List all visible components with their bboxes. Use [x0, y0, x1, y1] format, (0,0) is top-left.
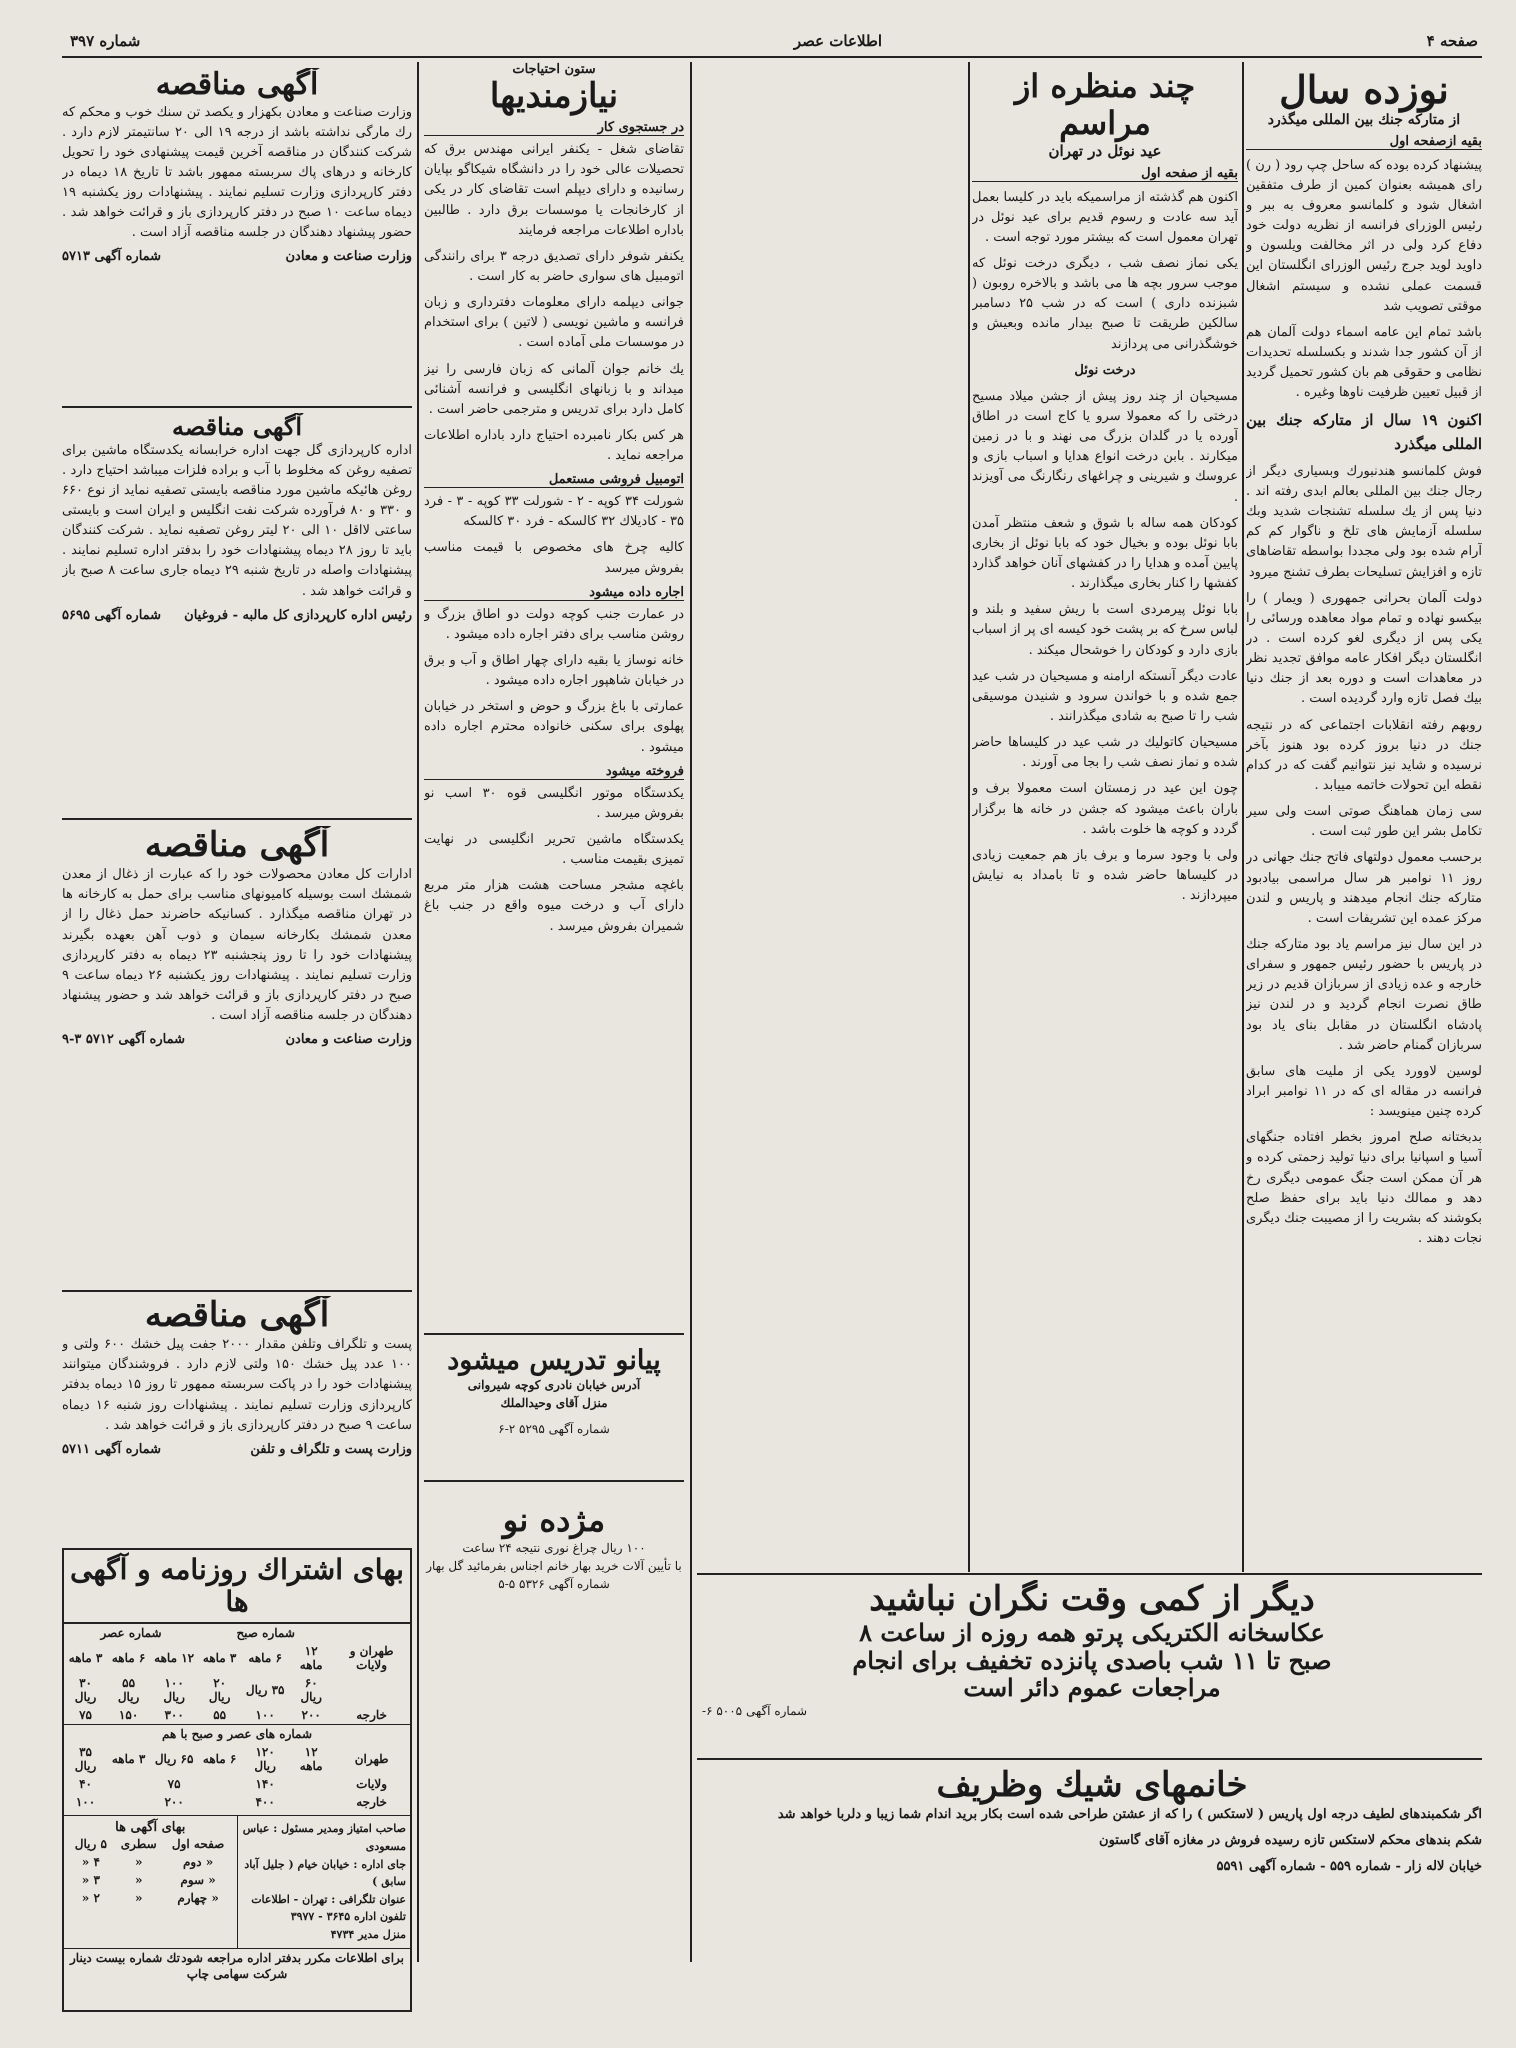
column-rule: [968, 62, 970, 1572]
table-cell: ۴ «: [81, 1855, 100, 1870]
tender-signature: وزارت صناعت و معادن: [285, 249, 412, 265]
tender-signature: رئيس اداره كارپردازى كل مالبه - فروغيان: [184, 607, 412, 623]
article-nineteen-years: [1246, 62, 1482, 1572]
table-cell: [198, 1793, 241, 1811]
table-cell: ۱۰۰: [75, 1795, 96, 1810]
ad-line: با تأيين آلات خريد بهار خانم اجناس بفرمائيد گل بهار: [426, 1558, 682, 1573]
table-row: [68, 1853, 233, 1871]
table-cell: [289, 1793, 333, 1811]
table-cell: ۳ «: [81, 1873, 100, 1888]
table-row: [64, 1642, 410, 1674]
table-cell: ۷۵: [167, 1777, 181, 1792]
table-cell: ۵۵: [213, 1708, 227, 1723]
table-row: [64, 1775, 410, 1793]
table-cell: [198, 1775, 241, 1793]
paragraph: بدبختانه صلح امروز بخطر افتاده جنگهاى آسيا و اسپانيا براى دنيا توليد زحمتى كرده و هر آن ممكن است جنگ عمومى ديگرى رخ دهد و ممالك دنيا بايد براى حفظ صلح بكوشند كه بشريت را از مصيبت جنك ديگرى نجات دهند .: [1246, 1130, 1482, 1246]
tender-text: اداره كارپردازى گل جهت اداره خرابسانه يكدستگاه ماشين براى تصفيه روغن كه مخلوط با آب و براده فلزات ميباشد احتياج دارد . روغن هائيكه ماشين مورد مناقصه بايستى تصفيه نمايد از نوع ۶۶۰ و ۳۳۰ و ۸۰ فرآورده شركت نفت انگليس و ايران است و بايستى ساعتى لااقل ۱۰ الى ۲۰ ليتر روغن تصفيه نمايد . شركت كنندگان بايد تا روز ۲۸ ديماه پيشنهادات خود را بدفتر اداره تسليم نمايند . پيشنهادات واصله در تاريخ شنبه ۲۹ ديماه جارى ساعت ۸ صبح باز و قرائت خواهد شد .: [62, 442, 412, 599]
tender-footer: [62, 608, 412, 623]
address-line: جاى اداره : خيابان خيام ( جليل آباد سابق ): [244, 1857, 406, 1889]
table-cell: [107, 1793, 150, 1811]
classified-item: خانه نوساز يا بقيه داراى چهار اطاق و آب و برق در خيابان شاهپور اجاره داده ميشود .: [424, 653, 684, 689]
tender-title: آگهى مناقصه: [155, 68, 319, 102]
paragraph: روبهم رفته انقلابات اجتماعى كه در نتيجه جنك در دنيا بروز كرده بود هنوز بآخر نرسيده و شايد نيز نتوانيم گفت كه در كدام نقطه اين تحولات خاتمه مييابد .: [1246, 717, 1482, 793]
classified-item: هر كس بكار نامبرده احتياج دارد باداره اطلاعات مراجعه نمايد .: [424, 427, 684, 464]
ad-line: شكم بندهاى محكم لاستكس تازه رسيده فروش در مغازه آقاى گاستون: [1099, 1833, 1482, 1849]
table-header-row: [64, 1624, 410, 1642]
ad-rates: [64, 1816, 238, 1947]
article-title: نوزده سال: [1279, 67, 1449, 112]
table-cell: ۱۲ ماهه: [154, 1651, 195, 1666]
tender-footer: [62, 1442, 412, 1457]
classified-item: تقاضاى شغل - يكنفر ايرانى مهندس برق كه تحصيلات عالى خود را در دانشگاه شيكاگو بپايان رسانيده و داراى ديپلم است تقاضاى كار در يكى از كارخانجات يا موسسات برق دارد . طالبين باداره اطلاعات مراجعه فرمايند: [424, 142, 684, 238]
piano-ad: [424, 1333, 684, 1482]
column-rule: [1242, 62, 1244, 1572]
printer-line: شركت سهامى چاپ: [186, 1966, 288, 1981]
ad-rates-title: بهاى آگهى ها: [115, 1820, 186, 1836]
table-row: [64, 1706, 410, 1725]
table-cell: ۱۰۰ ريال: [163, 1676, 185, 1705]
table-cell: ۳۵ ريال: [74, 1745, 97, 1774]
ad-title: مژده نو: [502, 1501, 606, 1539]
ad-ref: شماره آگهى ۵۲۹۵ ۲-۶: [498, 1422, 610, 1437]
classified-item: يكدستگاه ماشين تحرير انگليسى در نهايت تميزى بقيمت مناسب .: [424, 832, 684, 868]
table-cell: ۶۵ ريال: [154, 1752, 194, 1767]
classifieds-title: نيازمنديها: [489, 76, 619, 116]
table-cell: طهران و ولايات: [349, 1644, 394, 1673]
ad-title: خانمهاى شيك وظريف: [936, 1766, 1248, 1805]
paragraph: سى زمان هماهنگ صوتى است ولى سير تكامل بشر اين طور ثبت است .: [1246, 804, 1482, 840]
table-header: شماره عصر: [100, 1626, 162, 1641]
table-cell: ولايات: [356, 1777, 388, 1792]
table-cell: ۳۵ ريال: [245, 1683, 285, 1698]
tender-title: آگهى مناقصه: [171, 413, 303, 441]
owner-line: صاحب امتياز ومدير مسئول : عباس مسعودى: [242, 1822, 406, 1853]
section-heading: اتومبيل فروشى مستعمل: [424, 472, 684, 488]
table-row: [68, 1835, 233, 1853]
tender-text: پست و تلگراف وتلفن مقدار ۲۰۰۰ جفت پيل خشك ۶۰۰ ولتى و ۱۰۰ عدد پيل خشك ۱۵۰ ولتى لازم دارد . فروشندگان ميتوانند پيشنهادات خود را در پاكت سربسته ممهور تا روز ۱۵ ديماه بدفتر كارپردازى وزارت تسليم نمايند . پيشنهادات روز شنبه ۱۶ ديماه ساعت ۹ صبح در دفتر كارپردازى باز و قرائت خواهد شد .: [62, 1337, 412, 1433]
table-cell: «: [134, 1873, 143, 1888]
column-rule: [690, 62, 692, 1962]
divider: [62, 818, 412, 820]
table-cell: ۲ «: [81, 1891, 100, 1906]
table-cell: «: [134, 1891, 143, 1906]
table-header: شماره صبح: [236, 1626, 295, 1641]
paragraph: لوسين لاوورد يكى از مليت هاى سابق فرانسه در مقاله اى كه در ۱۱ نوامبر ابراد كرده چنين مينويسد :: [1246, 1063, 1482, 1120]
continued-label: بقيه از صفحه اول: [972, 166, 1238, 182]
continued-label: بقيه ازصفحه اول: [1246, 134, 1482, 150]
table-cell: ۷۵: [79, 1708, 92, 1723]
table-row: [64, 1743, 410, 1775]
classifieds-column: [424, 62, 684, 1332]
tender-text: ادارات كل معادن محصولات خود را كه عبارت از ذغال از معدن شمشك است بوسيله كاميونهاى مناسب براى حمل به كارخانه ها در تهران مناقصه ميگذارد . كسانيكه حاضرند حمل ذغال را از معدن شمشك بكارخانه سيمان و ذوب آهن بعهده بگيرند پيشنهادات خود را تا روز پنجشنبه ۲۳ ديماه به دفتر كارپردازى وزارت تسليم نمايند . پيشنهادات روز يكشنبه ۲۶ ديماه ساعت ۹ صبح در دفتر كارپردازى باز و قرائت خواهد شد و حضور پيشنهاد دهندگان در جلسه مناقصه آزاد است .: [62, 867, 412, 1024]
paragraph: يكى نماز نصف شب ، ديگرى درخت نوئل كه موجب سرور بچه ها مى باشد و بالاخره روبون ( شبزنده دارى ) است كه در شب ۲۵ دسامبر سالكين طريقت تا صبح بيدار مانده وبعيش و خوشگذرانى مى پردازند: [972, 256, 1238, 352]
tender-signature: وزارت صناعت و معادن: [285, 1032, 412, 1048]
tender-text: وزارت صناعت و معادن بكهزار و يكصد تن سنك خوب و محكم كه رك مارگى نداشته باشد از درجه ۱۹ الى ۲۰ سانتيمتر لازم دارد . شركت كنندگان در مناقصه آخرين قيمت پيشنهادى خود را تحويل كارخانه و درهاى پاك سربسته ممهور باشد تا تاريخ ۱۸ ديماه در دفتر كارپردازى وزارت تسليم نمايند . پيشنهادات روز يكشنبه ۱۹ ديماه ساعت ۱۰ صبح در دفتر كارپردازى باز و قرائت خواهد شد . حضور پيشنهاد دهندگان در جلسه مناقصه آزاد است .: [62, 104, 412, 241]
tender-ref: شماره آگهى ۵۶۹۵: [62, 607, 162, 623]
table-cell: [289, 1775, 333, 1793]
tender-notice: [62, 1296, 412, 1546]
paragraph: مسيحيان از چند روز پيش از جشن ميلاد مسيح درختى را كه معمولا سرو يا كاج است در اطاق آورده يا در گلدان بزرگ مى نهند و با در زمين ميكارند . بابن درخت انواع هدايا و اسباب بازى و عروسك و شيرينى و چراغهاى رنگارنگ مى آويزند .: [972, 388, 1238, 505]
classified-item: جوانى ديپلمه داراى معلومات دفتردارى و زبان فرانسه و ماشين نويسى ( لاتين ) براى استخدام در موسسات ملى آماده است .: [424, 295, 684, 351]
tender-footer: [62, 1032, 412, 1047]
ad-line: آدرس خيابان نادرى كوچه شيروانى: [467, 1378, 641, 1393]
table-cell: [333, 1674, 410, 1706]
lastex-ad: [702, 1766, 1482, 1966]
paragraph: كودكان همه ساله با شوق و شعف منتظر آمدن بابا نوئل بوده و بخيال خود كه بابا نوئل از بخارى پايين آمده و هدايا را در كفشهاى آنان خواهد گذارد كفشها را كنار بخارى ميگذارند .: [972, 515, 1238, 592]
classified-item: كاليه چرخ هاى مخصوص با قيمت مناسب بفروش ميرسد: [424, 540, 684, 576]
table-cell: ۵۵ ريال: [117, 1676, 140, 1705]
ad-line: صبح تا ۱۱ شب باصدى پانزده تخفيف براى انجام: [852, 1645, 1332, 1675]
section-heading: در جستجوى كار: [424, 120, 684, 136]
phone-line: تلفون اداره ۳۶۴۵ - ۳۹۷۷: [290, 1910, 406, 1924]
table-cell: « دوم: [182, 1855, 214, 1870]
table-cell: صفحه اول: [171, 1837, 225, 1852]
table-cell: ۶۰ ريال: [300, 1676, 322, 1705]
paragraph: بابا نوئل پيرمردى است با ريش سفيد و بلند و لباس سرخ كه بر پشت خود كيسه اى پر از اسباب بازى دارد و كودكان را خوشحال ميكند .: [972, 602, 1238, 658]
column-rule: [417, 62, 419, 1962]
ad-rates-table: [68, 1835, 233, 1907]
table-cell: [333, 1624, 410, 1642]
table-cell: «: [134, 1855, 143, 1870]
ad-ref: شماره آگهى ۵۰۰۵ ۶-: [702, 1703, 808, 1718]
paragraph: فوش كلمانسو هندنبورك وبسيارى ديگر از رجال جنك بين المللى بعالم ابدى رفته اند . دنيا پس از يك سلسله تشنجات شديد وبك سلسله آزمايش هاى تلخ و ناگوار كم كم آرام شده بود ولى مجددا بواسطه تقاضاهاى تازه و افزايش تسليحات بطرف تشنج ميرود: [1246, 463, 1482, 580]
single-price: تك شماره بيست دينار: [70, 1950, 180, 1965]
table-cell: ۳۰ ريال: [74, 1676, 97, 1705]
classified-item: شورلت ۳۴ كوپه - ۲ - شورلت ۳۳ كوپه - ۳ - فرد ۳۵ - كاديلاك ۳۲ كالسكه - فرد ۳۰ كالسكه: [424, 494, 684, 530]
table-cell: ۴۰: [79, 1777, 92, 1792]
table-cell: ۱۰۰: [255, 1708, 275, 1723]
telegraph-line: عنوان تلگرافى : تهران - اطلاعات: [251, 1892, 406, 1906]
table-cell: ۱۴۰: [255, 1777, 275, 1792]
table-cell: ۴۰۰: [255, 1795, 275, 1810]
table-cell: ۱۲ ماهه: [299, 1745, 323, 1774]
table-header-row: [64, 1725, 410, 1744]
paragraph-heading: درخت نوئل: [1074, 362, 1136, 378]
tender-signature: وزارت پست و تلگراف و تلفن: [250, 1441, 412, 1457]
paragraph: چون اين عيد در زمستان است معمولا برف و باران باعث ميشود كه جشن در خانه ها برگزار گردد و كوچه ها خلوت باشد .: [972, 781, 1238, 837]
table-cell: ۱۵۰: [118, 1708, 139, 1723]
table-cell: خارجه: [356, 1708, 387, 1723]
article-christmas: [972, 62, 1238, 1572]
ad-line: شماره آگهى ۵۳۲۶ ۵-۵: [498, 1576, 610, 1591]
photo-studio-ad: [702, 1580, 1482, 1750]
table-cell: سطرى: [120, 1837, 157, 1852]
table-cell: ۶ ماهه: [111, 1651, 146, 1666]
tender-ref: شماره آگهى ۵۷۱۳: [62, 249, 162, 265]
classified-item: يك خانم جوان آلمانى كه زبان فارسى را نيز ميداند و با زبانهاى انگليسى و فرانسه آشنائى كامل دارد براى تدريس و مترجمى حاضر است .: [424, 361, 684, 417]
classified-item: يكنفر شوفر داراى تصديق درجه ۳ براى رانندگى اتومبيل هاى سوارى حاضر به كار است .: [424, 248, 684, 284]
section-header: ستون احتياجات: [512, 62, 596, 77]
table-cell: ۳۰۰: [164, 1708, 184, 1723]
page-label: صفحه ۴: [1426, 32, 1478, 50]
table-cell: ۲۰۰: [301, 1708, 321, 1723]
ad-line: مراجعات عموم دائر است: [963, 1673, 1221, 1703]
table-row: [68, 1889, 233, 1907]
paragraph: اكنون هم گذشته از مراسميكه بايد در كليسا بعمل آيد سه عادت و رسوم قديم براى عيد نوئل در تهران معمول است كه بيشتر مورد توجه است .: [972, 189, 1238, 245]
tender-footer: [62, 249, 412, 264]
issue-number: شماره ۳۹۷: [70, 32, 141, 50]
article-subtitle: از متارکه جنك بين المللى ميگذرد: [1267, 111, 1461, 128]
publisher-info: [238, 1816, 411, 1947]
ad-title: ديگر از كمى وقت نگران نباشيد: [869, 1580, 1315, 1619]
table-cell: [107, 1775, 150, 1793]
tender-ref: شماره آگهى ۵۷۱۲ ۳-۹: [62, 1032, 185, 1048]
subscription-title: بهاى اشتراك روزنامه و آگهى ها: [64, 1550, 410, 1624]
table-cell: ۶ ماهه: [202, 1752, 237, 1767]
table-cell: « سوم: [180, 1873, 216, 1888]
ad-line: اگر شكمبندهاى لطيف درجه اول پاريس ( لاستكس ) را كه از عشتن طراحى شده است بكار بريد اندام شما زيبا و دلربا خواهد شد: [777, 1807, 1482, 1823]
classified-item: عمارتى با باغ بزرگ و حوض و استخر در خيابان پهلوى براى سكنى خانواده محترم اجاره داده ميشود .: [424, 699, 684, 755]
paragraph: ولى با وجود سرما و برف باز هم جمعيت زيادى در كليساها حاضر شده و تا بامداد به نيايش ميپردازند .: [972, 847, 1238, 904]
table-cell: ۶ ماهه: [248, 1651, 282, 1666]
table-cell: ۳ ماهه: [202, 1651, 237, 1666]
classified-item: در عمارت جنب كوچه دولت دو اطاق بزرگ و روشن مناسب براى دفتر اجاره داده ميشود .: [424, 606, 684, 642]
table-header: شماره هاى عصر و صبح با هم: [64, 1725, 410, 1744]
manager-phone-line: منزل مدير ۴۷۳۴: [330, 1927, 406, 1941]
paragraph: عادت ديگر آنستكه ارامنه و مسيحيان در شب عيد جمع شده و با خواندن سرود و شنيدن موسيقى شب را تا صبح به شادى ميگذرانند .: [972, 668, 1238, 724]
section-heading: اجاره داده ميشود: [424, 585, 684, 601]
table-cell: ۲۰۰: [164, 1795, 184, 1810]
paper-name: اطلاعات عصر: [793, 32, 882, 50]
table-cell: خارجه: [356, 1795, 387, 1810]
divider: [697, 1758, 1482, 1760]
table-cell: طهران: [354, 1752, 389, 1767]
tender-title: آگهى مناقصه: [144, 826, 330, 865]
subscription-table: [64, 1624, 410, 1811]
table-cell: ۳ ماهه: [111, 1752, 146, 1767]
tender-notice: [62, 413, 412, 813]
paragraph-heading: اكنون ۱۹ سال از متاركه جنك بين المللى ميگذرد: [1246, 411, 1482, 453]
article-title: چند منظره از مراسم: [1014, 67, 1196, 142]
ad-line: ۱۰۰ ريال چراغ نورى نتيجه ۲۴ ساعت: [462, 1540, 646, 1555]
table-row: [64, 1793, 410, 1811]
paragraph: در اين سال نيز مراسم ياد بود متاركه جنك در پاريس با حضور رئيس جمهور و سفراى خارجه و عده زيادى از سربازان قديم در زير طاق نصرت انجام گرديد و در لندن نيز پادشاه انگلستان در مقابل بناى ياد بود سربازان گمنام حاضر شد .: [1246, 936, 1482, 1053]
ad-line: عكاسخانه الكتريكى پرتو همه روزه از ساعت ۸: [859, 1618, 1325, 1648]
divider: [62, 406, 412, 408]
tender-title: آگهى مناقصه: [144, 1296, 330, 1335]
subscription-footer: [64, 1948, 410, 1967]
table-cell: ۱۲ ماهه: [299, 1644, 323, 1673]
table-row: [68, 1871, 233, 1889]
divider: [697, 1573, 1482, 1575]
classified-item: باغچه مشجر مساحت هشت هزار متر مربع داراى آب و درخت ميوه واقع در جنب باغ شميران بفروش ميرسد .: [424, 878, 684, 934]
table-cell: ۳ ماهه: [68, 1651, 103, 1666]
classified-item: يكدستگاه موتور انگليسى قوه ۳۰ اسب نو بفروش ميرسد .: [424, 785, 684, 821]
table-row: [64, 1674, 410, 1706]
tender-ref: شماره آگهى ۵۷۱۱: [62, 1441, 162, 1457]
note-line: براى اطلاعات مكرر بدفتر اداره مراجعه شود: [181, 1950, 404, 1965]
ad-line: منزل آقاى وحيدالملك: [500, 1396, 608, 1411]
masthead: [62, 28, 1482, 58]
tender-notice: [62, 826, 412, 1296]
subscription-box: [62, 1548, 412, 2012]
ad-title: پيانو تدريس ميشود: [447, 1345, 661, 1376]
ad-line: خيابان لاله زار - شماره ۵۵۹ - شماره آگهى ۵۵۹۱: [1216, 1859, 1482, 1875]
paragraph: باشد تمام اين عامه اسماء دولت آلمان هم از آن كشور جدا شدند و بكسلسله تحديدات نظامى و حقوقى هم بان كشور تحميل گرديد از قبيل تعيين ظرفيت ناوها وغيره .: [1246, 324, 1482, 401]
table-cell: ۵ ريال: [74, 1837, 107, 1852]
newspaper-page: [62, 28, 1482, 2023]
divider: [62, 1290, 412, 1292]
section-heading: فروخته ميشود: [424, 764, 684, 780]
good-news-ad: [424, 1488, 684, 1628]
table-cell: ۲۰ ريال: [208, 1676, 231, 1705]
table-cell: « چهارم: [177, 1891, 219, 1906]
paragraph: مسيحيان كاتوليك در شب عيد در كليساها حاضر شده و نماز نصف شب را بجا مى آورند .: [972, 735, 1238, 771]
paragraph: دولت آلمان بحرانى جمهورى ( ويمار ) را بيكسو نهاده و تمام مواد معاهده ورسائى را يكى پس از ديگرى لغو كرده است . در انگلستان ديگر افكار عامه موافق تجديد نظر در معاهدات است و دوره بعد از جنك دنيا بيك فصل تازه وارد گرديده است .: [1246, 590, 1482, 707]
article-subtitle: عيد نوئل در تهران: [1048, 141, 1162, 160]
table-cell: ۱۲۰ ريال: [254, 1745, 276, 1774]
paragraph: برحسب معمول دولتهاى فاتح جنك جهانى در روز ۱۱ نوامبر هر سال مراسمى بيادبود متاركه جنك انجام ميدهند و پاريس و لندن مركز عمده اين تشريفات است .: [1246, 850, 1482, 926]
paragraph: پيشنهاد كرده بوده كه ساحل چپ رود ( رن ) راى هميشه بعنوان كمين از طرف متفقين اشغال شود و كلمانسو معروف به ببر و رئيس الوزراى فرانسه از نظريه دولت خود دفاع كرد ولى در اثر مخالفت ويلسون و داويد لويد جرج رئيس الوزراى انگلستان اين قسمت عملى نشده و سيستم اشغال موقتى تصويب شد: [1246, 157, 1482, 314]
subscription-lower: [64, 1815, 410, 1947]
tender-notice: [62, 68, 412, 403]
